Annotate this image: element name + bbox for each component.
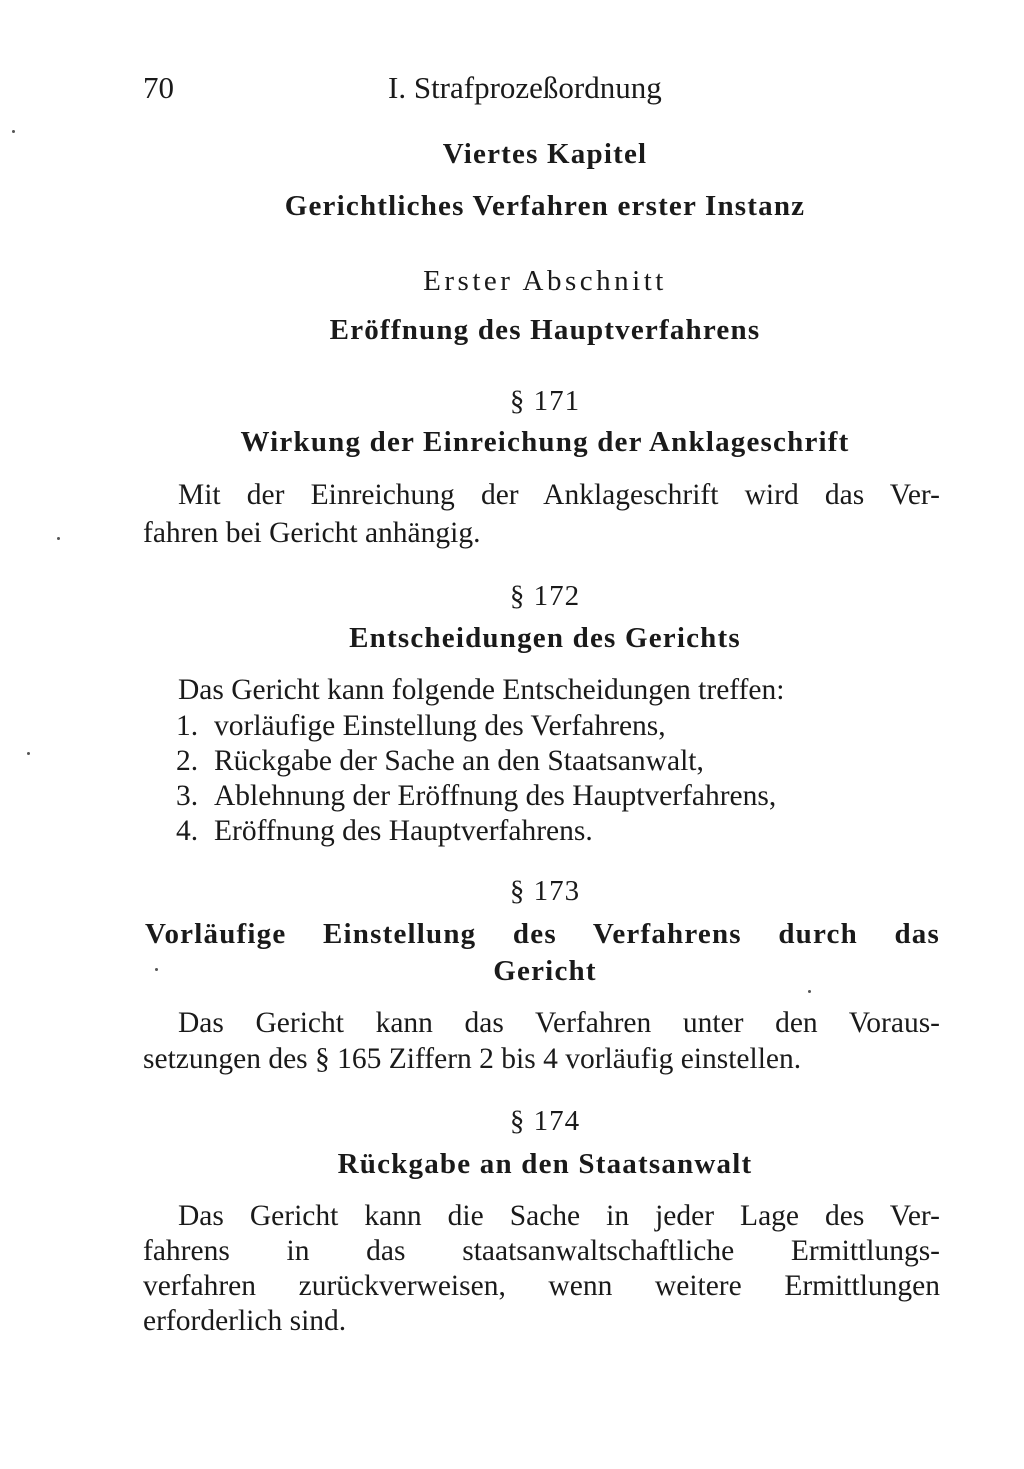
- list-number: 4.: [176, 815, 199, 847]
- paragraph-text-line: setzungen des § 165 Ziffern 2 bis 4 vorläufig einstellen.: [143, 1043, 802, 1075]
- paragraph-number: § 171: [509, 385, 581, 417]
- chapter-title: Gerichtliches Verfahren erster Instanz: [284, 190, 806, 222]
- paragraph-title-line: Vorläufige Einstellung des Verfahrens durch das: [145, 918, 940, 950]
- paragraph-title: Entscheidungen des Gerichts: [349, 622, 741, 654]
- paragraph-text-line: fahrens in das staatsanwaltschaftliche Ermittlungs-: [143, 1235, 940, 1267]
- list-text: vorläufige Einstellung des Verfahrens,: [214, 710, 666, 742]
- chapter-label: Viertes Kapitel: [442, 138, 648, 170]
- scan-speck: [12, 130, 15, 133]
- list-item: [176, 745, 704, 778]
- paragraph-title-line: Gericht: [493, 955, 597, 987]
- scan-speck: [57, 537, 60, 540]
- list-number: 1.: [176, 710, 199, 742]
- paragraph-text-line: verfahren zurückverweisen, wenn weitere Ermittlungen: [143, 1270, 940, 1302]
- paragraph-number: § 172: [509, 580, 581, 612]
- paragraph-number: § 174: [509, 1105, 581, 1137]
- paragraph-title: Wirkung der Einreichung der Anklageschrift: [240, 426, 850, 458]
- running-head: [143, 70, 703, 110]
- section-label: Erster Abschnitt: [423, 265, 667, 297]
- list-item: [176, 710, 666, 743]
- scan-speck: [155, 968, 158, 971]
- paragraph-text-line: Das Gericht kann die Sache in jeder Lage des Ver-: [178, 1200, 940, 1232]
- paragraph-title: Rückgabe an den Staatsanwalt: [337, 1148, 753, 1180]
- paragraph-text-line: Das Gericht kann das Verfahren unter den Voraus-: [178, 1007, 940, 1039]
- paragraph-text-line: fahren bei Gericht anhängig.: [143, 517, 481, 549]
- list-item: [176, 815, 593, 848]
- paragraph-text-line: Das Gericht kann folgende Entscheidungen treffen:: [178, 674, 785, 706]
- page-number: 70: [143, 70, 174, 105]
- paragraph-number: § 173: [509, 875, 581, 907]
- list-text: Rückgabe der Sache an den Staatsanwalt,: [214, 745, 704, 777]
- scan-speck: [27, 752, 30, 755]
- list-text: Ablehnung der Eröffnung des Hauptverfahrens,: [214, 780, 777, 812]
- running-title: I. Strafprozeßordnung: [388, 70, 662, 105]
- list-number: 3.: [176, 780, 199, 812]
- scan-speck: [808, 990, 811, 993]
- list-text: Eröffnung des Hauptverfahrens.: [214, 815, 593, 847]
- paragraph-text-line: erforderlich sind.: [143, 1305, 347, 1337]
- paragraph-text-line: Mit der Einreichung der Anklageschrift wird das Ver-: [178, 479, 940, 511]
- section-title: Eröffnung des Hauptverfahrens: [329, 314, 761, 346]
- list-item: [176, 780, 776, 813]
- list-number: 2.: [176, 745, 199, 777]
